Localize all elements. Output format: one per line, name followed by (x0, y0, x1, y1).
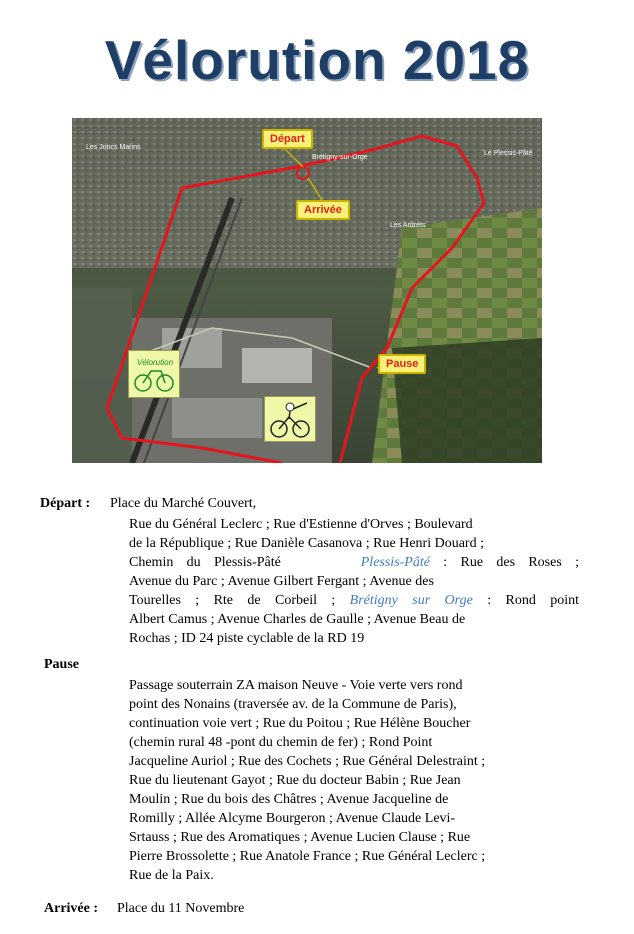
route-segment: : Rue des Roses ; (443, 555, 579, 570)
route-line: de la République ; Rue Danièle Casanova ; Rue Henri Douard ; (129, 536, 484, 551)
place-label: Le Plessis-Pâté (484, 150, 533, 157)
depart-route (129, 515, 579, 648)
cyclist-icon (265, 397, 315, 441)
route-line: Rue du Général Leclerc ; Rue d'Estienne d'Orves ; Boulevard (129, 517, 473, 532)
route-segment: Tourelles ; Rte de Corbeil ; (129, 593, 336, 608)
route-line: Passage souterrain ZA maison Neuve - Voie verte vers rond (129, 678, 463, 693)
place-label: Les Ardrets (390, 222, 426, 229)
route-line: Avenue du Parc ; Avenue Gilbert Fergant ; Avenue des (129, 574, 434, 589)
town-name: Plessis-Pâté (360, 555, 430, 570)
route-line: Romilly ; Allée Alcyme Bourgeron ; Avenue Claude Levi- (129, 811, 456, 826)
depart-callout: Départ (262, 129, 313, 149)
route-segment: : Rond point (487, 593, 579, 608)
route-segment: Chemin du Plessis-Pâté (129, 555, 281, 570)
pause-label: Pause (44, 657, 79, 672)
place-label: Brétigny-sur-Orge (312, 154, 368, 161)
pause-route (129, 676, 579, 885)
route-map (72, 118, 542, 463)
route-line: Moulin ; Rue du bois des Châtres ; Avenue Jacqueline de (129, 792, 449, 807)
town-name: Brétigny sur Orge (349, 593, 473, 608)
logo-text: Vélorution (137, 358, 174, 367)
route-line: Pierre Brossolette ; Rue Anatole France ; Rue Général Leclerc ; (129, 849, 486, 864)
route-line: point des Nonains (traversée av. de la Commune de Paris), (129, 697, 457, 712)
route-line: Rochas ; ID 24 piste cyclable de la RD 19 (129, 631, 365, 646)
route-line: (chemin rural 48 -pont du chemin de fer) ; Rond Point (129, 735, 433, 750)
arrivee-place: Place du 11 Novembre (117, 901, 245, 916)
depart-label: Départ : (40, 496, 91, 511)
depart-place: Place du Marché Couvert, (110, 496, 257, 511)
page-title: Vélorution 2018 (104, 29, 530, 91)
pause-callout: Pause (378, 354, 426, 374)
route-line: Jacqueline Auriol ; Rue des Cochets ; Rue Général Delestraint ; (129, 754, 486, 769)
route-line: Srtauss ; Rue des Aromatiques ; Avenue Lucien Clause ; Rue (129, 830, 471, 845)
cyclist-logo (264, 396, 316, 442)
route-line: continuation voie vert ; Rue du Poitou ; Rue Hélène Boucher (129, 716, 471, 731)
route-line: Rue de la Paix. (129, 868, 214, 883)
place-label: Les Joncs Marins (86, 144, 141, 151)
velorution-logo (128, 350, 180, 398)
arrivee-label: Arrivée : (44, 901, 99, 916)
route-line (129, 553, 579, 572)
arrivee-callout: Arrivée (296, 200, 350, 220)
route-line: Rue du lieutenant Gayot ; Rue du docteur Babin ; Rue Jean (129, 773, 461, 788)
route-line (129, 591, 579, 610)
route-line: Albert Camus ; Avenue Charles de Gaulle ; Avenue Beau de (129, 612, 466, 627)
